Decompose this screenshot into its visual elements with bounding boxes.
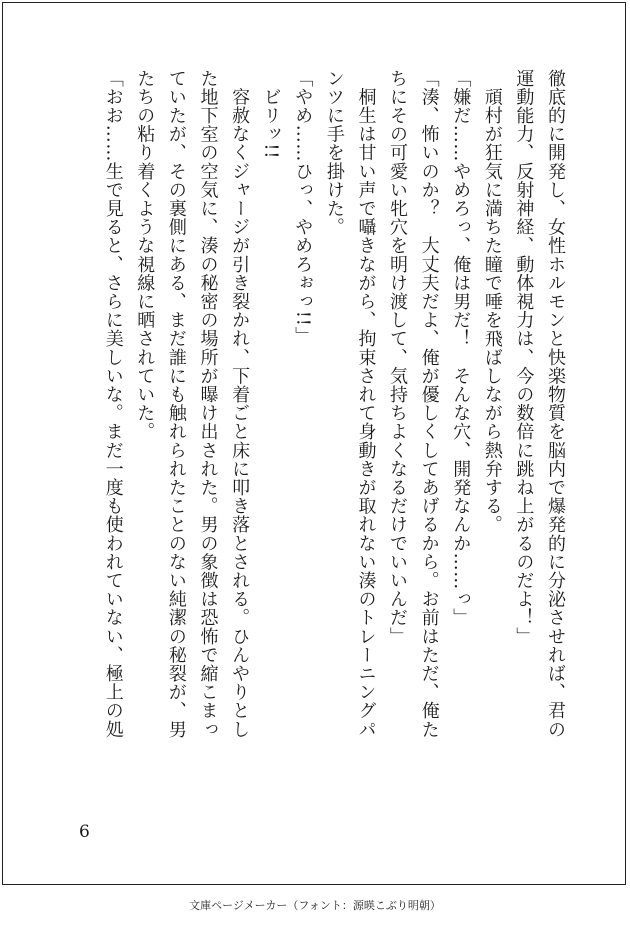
- book-page: [2, 2, 626, 885]
- text-line: たちの粘り着くような視線に晒されていた。: [134, 69, 156, 441]
- text-line: 頑村が狂気に満ちた瞳で唾を飛ばしながら熱弁する。: [481, 69, 503, 534]
- text-line: 「おお……生で見ると、さらに美しいな。まだ一度も使われていない、極上の処: [102, 69, 124, 739]
- page-number: 6: [79, 822, 90, 842]
- text-line: 徹底的に開発し、女性ホルモンと快楽物質を脳内で爆発的に分泌させれば、君の: [545, 69, 566, 739]
- text-line: 「やめ……ひっ、やめろぉっ!!」: [292, 69, 314, 346]
- text-line: ビリッ!!: [260, 69, 282, 160]
- text-line: 容赦なくジャージが引き裂かれ、下着ごと床に叩き落とされる。ひんやりとし: [229, 69, 251, 739]
- text-line: ていたが、その裏側にある、まだ誰にも触れられたことのない純潔の秘裂が、男: [165, 69, 187, 739]
- text-line: ンツに手を掛けた。: [323, 69, 345, 237]
- footer-credit: 文庫ページメーカー（フォント：源暎こぶり明朝）: [189, 899, 441, 912]
- text-line: 「湊、怖いのか？ 大丈夫だよ、俺が優しくしてあげるから。お前はただ、俺た: [418, 69, 440, 739]
- text-line: た地下室の空気に、湊の秘密の場所が曝け出された。男の象徴は恐怖で縮こまっ: [197, 69, 219, 739]
- text-line: 「嫌だ……やめろっ、俺は男だ！ そんな穴、開発なんか……っ」: [450, 69, 472, 627]
- text-line: 桐生は甘い声で囁きながら、拘束されて身動きが取れない湊のトレーニングパ: [355, 69, 377, 739]
- vertical-text-body: [71, 69, 571, 841]
- text-line: ちにその可愛い牝穴を明け渡して、気持ちよくなるだけでいいんだ」: [387, 69, 409, 646]
- text-line: 運動能力、反射神経、動体視力は、今の数倍に跳ね上がるのだよ！」: [513, 69, 535, 646]
